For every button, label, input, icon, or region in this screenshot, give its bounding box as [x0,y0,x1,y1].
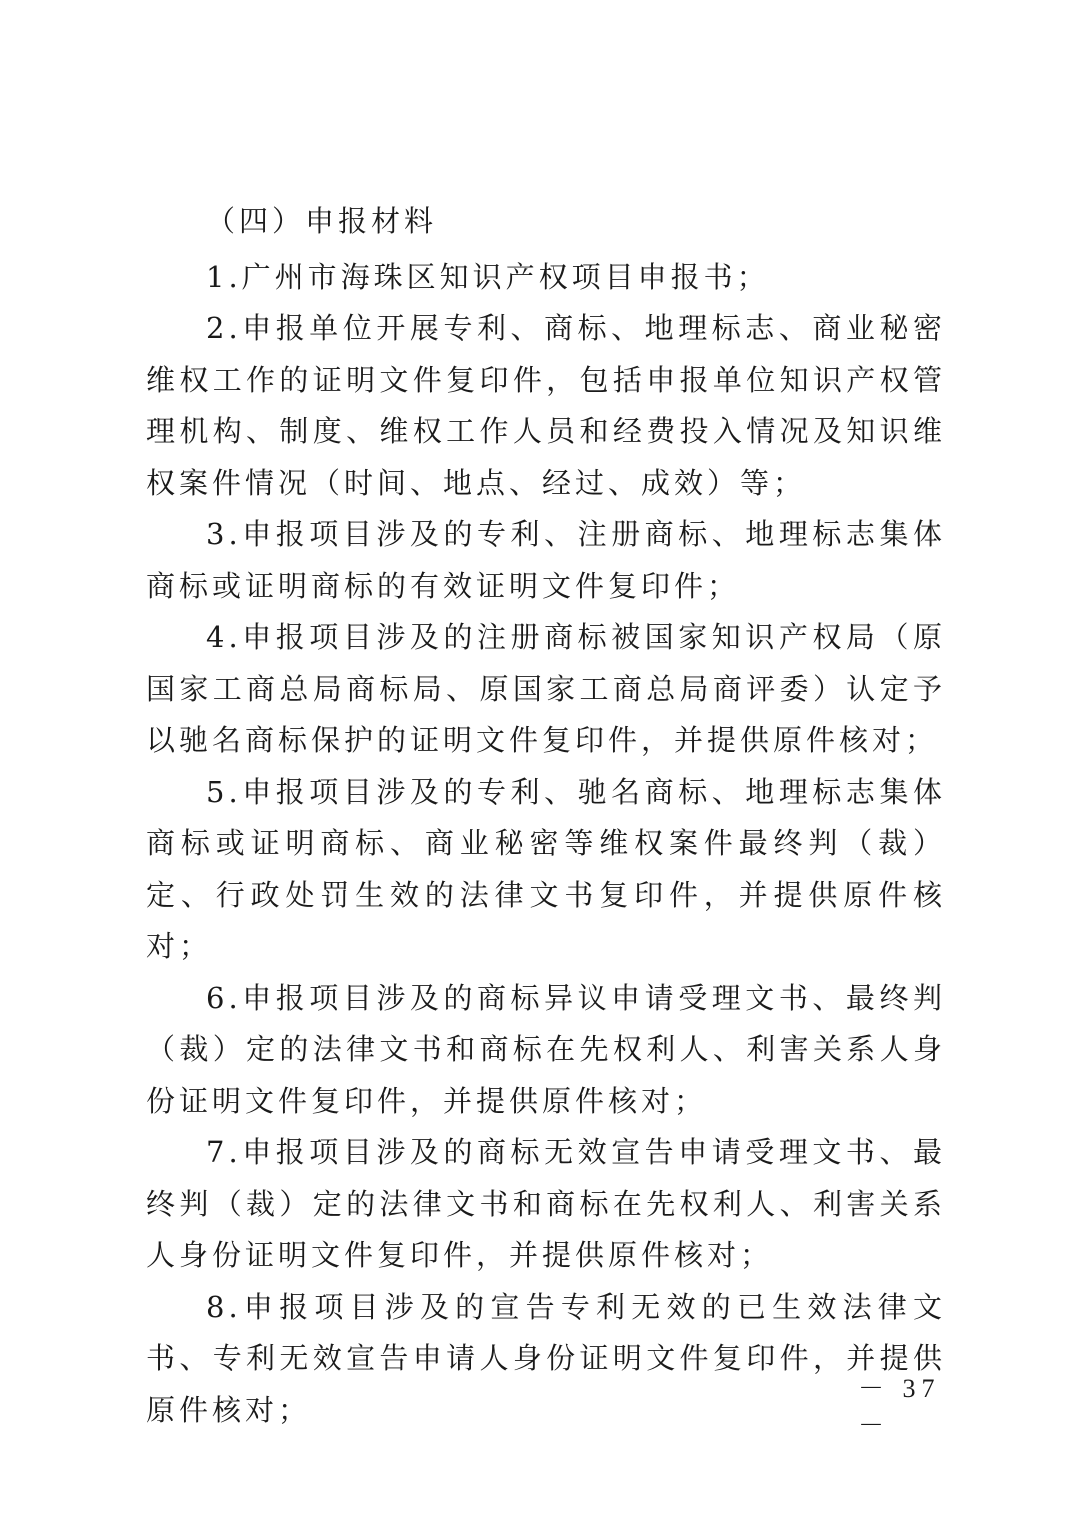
section-heading: （四）申报材料 [206,204,438,238]
list-item-3: 3.申报项目涉及的专利、注册商标、地理标志集体商标或证明商标的有效证明文件复印件； [146,517,946,603]
list-item-5: 5.申报项目涉及的专利、驰名商标、地理标志集体商标或证明商标、商业秘密等维权案件最终判（裁）定、行政处罚生效的法律文书复印件，并提供原件核对； [146,774,946,963]
list-item-2: 2.申报单位开展专利、商标、地理标志、商业秘密维权工作的证明文件复印件，包括申报单位知识产权管理机构、制度、维权工作人员和经费投入情况及知识维权案件情况（时间、地点、经过、成效）等； [146,311,946,500]
list-item-1: 1.广州市海珠区知识产权项目申报书； [206,259,770,294]
document-body [146,196,946,1436]
list-item-8: 8.申报项目涉及的宣告专利无效的已生效法律文书、专利无效宣告申请人身份证明文件复印件，并提供原件核对； [146,1289,946,1427]
list-item-6: 6.申报项目涉及的商标异议申请受理文书、最终判（裁）定的法律文书和商标在先权利人、利害关系人身份证明文件复印件，并提供原件核对； [146,980,946,1118]
page-number: － 37 － [858,1374,941,1440]
list-item-7: 7.申报项目涉及的商标无效宣告申请受理文书、最终判（裁）定的法律文书和商标在先权利人、利害关系人身份证明文件复印件，并提供原件核对； [146,1135,946,1272]
list-item-4: 4.申报项目涉及的注册商标被国家知识产权局（原国家工商总局商标局、原国家工商总局商评委）认定予以驰名商标保护的证明文件复印件，并提供原件核对； [146,620,946,757]
